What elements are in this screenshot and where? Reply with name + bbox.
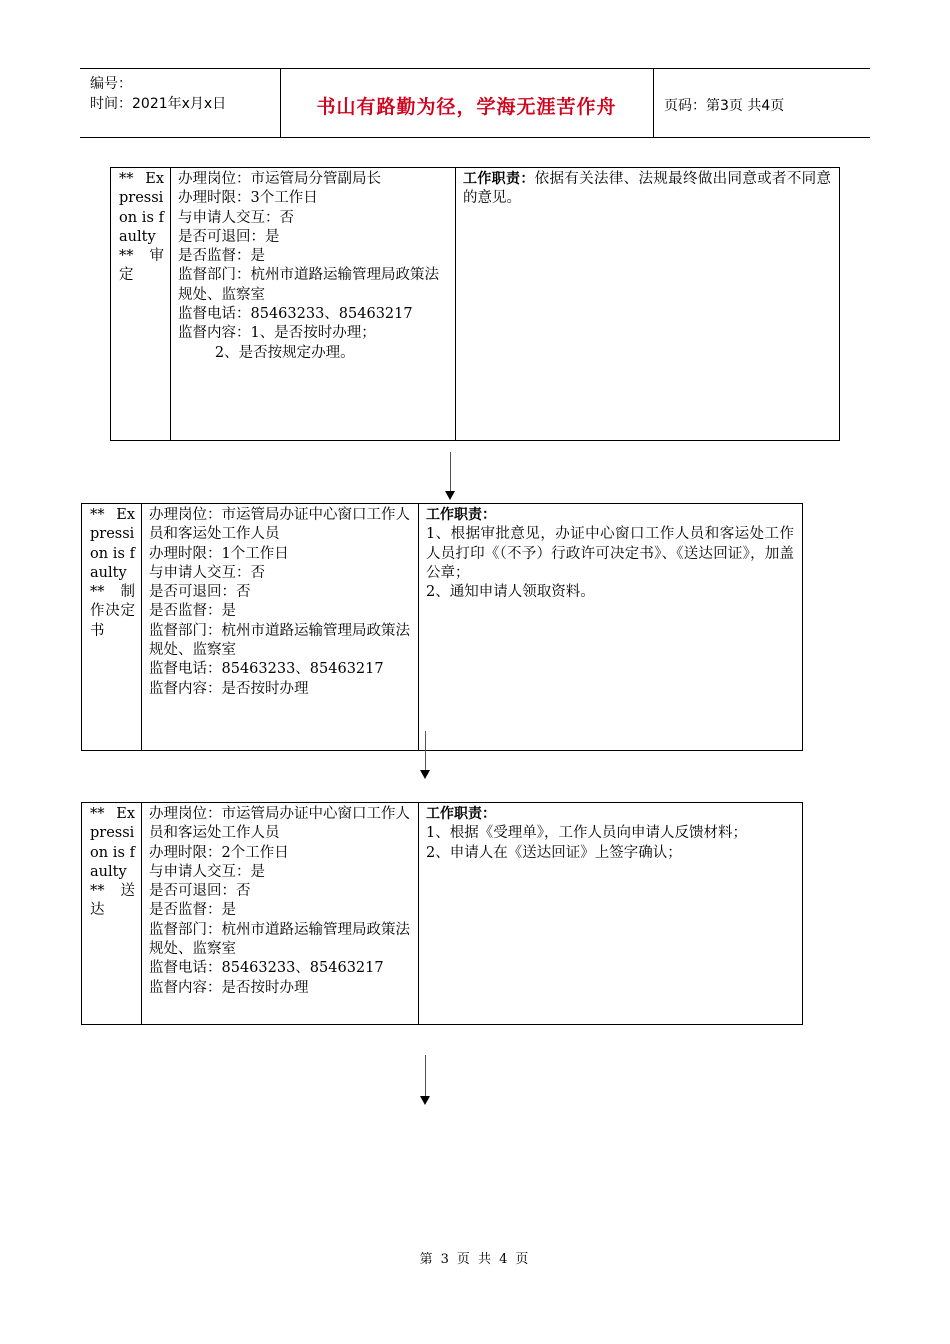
duty-text: 1、根据《受理单》，工作人员向申请人反馈材料； 2、申请人在《送达回证》上签字确认；: [426, 825, 747, 861]
duty-title: 工作职责：: [426, 507, 496, 523]
process-info: 办理岗位：市运管局办证中心窗口工作人员和客运处工作人员 办理时限：2个工作日 与申请人交互：是 是否可退回：否 是否监督：是 监督部门：杭州市道路运输管理局政策法规处、监察室 监督电话：85463233、85463217 监督内容：是否按时办理: [149, 806, 410, 996]
motto: 书山有路勤为径，学海无涯苦作舟: [316, 96, 617, 118]
stage-cell: [82, 803, 142, 1024]
duty-title: 工作职责：: [426, 806, 496, 822]
page-footer: [0, 1248, 950, 1267]
duty-text: 依据有关法律、法规最终做出同意或者不同意的意见。: [463, 171, 832, 207]
footer-page-number: 3: [440, 1252, 451, 1267]
date-label: 时间：2021年x月x日: [90, 96, 227, 112]
info-cell: [141, 803, 419, 1024]
step-table-delivery: [81, 802, 803, 1025]
flow-arrow: [420, 731, 432, 781]
stage-label: ** Expression is faulty ** 审定: [119, 171, 164, 284]
info-cell: [141, 504, 419, 750]
duty-cell: [418, 504, 802, 750]
stage-label: ** Expression is faulty ** 送达: [90, 806, 135, 919]
step-table-decision: [81, 503, 803, 751]
number-label: 编号：: [90, 76, 132, 92]
stage-cell: [111, 168, 171, 440]
footer-prefix: 第: [419, 1252, 435, 1267]
stage-label: ** Expression is faulty ** 制作决定书: [90, 507, 135, 639]
step-table-review: [110, 167, 840, 441]
process-info: 办理岗位：市运管局办证中心窗口工作人员和客运处工作人员 办理时限：1个工作日 与申请人交互：否 是否可退回：否 是否监督：是 监督部门：杭州市道路运输管理局政策法规处、监察室 监督电话：85463233、85463217 监督内容：是否按时办理: [149, 507, 410, 697]
page-info: 页码：第3页 共4页: [664, 98, 785, 114]
process-info: 办理岗位：市运管局分管副局长 办理时限：3个工作日 与申请人交互：否 是否可退回：是 是否监督：是 监督部门：杭州市道路运输管理局政策法规处、监察室 监督电话：85463233、85463217 监督内容：1、是否按时办理； 2、是否按规定办理。: [178, 171, 439, 361]
duty-cell: [418, 803, 802, 1024]
flow-arrow: [445, 452, 457, 502]
footer-mid: 页 共: [456, 1252, 494, 1267]
stage-cell: [82, 504, 142, 750]
flow-arrow: [420, 1055, 432, 1107]
page-header: [80, 68, 870, 138]
footer-page-total: 4: [499, 1252, 510, 1267]
footer-suffix: 页: [515, 1252, 531, 1267]
header-meta: [80, 69, 281, 137]
info-cell: [170, 168, 456, 440]
duty-title: 工作职责：: [463, 171, 535, 187]
header-page-cell: [654, 69, 870, 137]
header-motto-cell: [280, 69, 654, 137]
duty-text: 1、根据审批意见，办证中心窗口工作人员和客运处工作人员打印《（不予）行政许可决定书》、《送达回证》，加盖公章； 2、通知申请人领取资料。: [426, 526, 794, 601]
duty-cell: [455, 168, 839, 440]
